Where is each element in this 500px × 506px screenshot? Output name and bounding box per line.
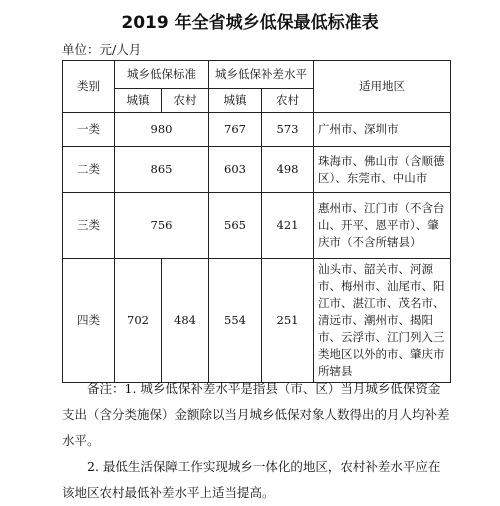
header-category: 类别	[63, 61, 115, 113]
note-1: 备注：1. 城乡低保补差水平是指县（市、区）当月城乡低保资金支出（含分类施保）金额除以当月城乡低保对象人数得出的月人均补差水平。	[62, 381, 450, 448]
standard-cell: 980	[115, 113, 209, 147]
subsidy-rural-cell: 421	[262, 193, 314, 259]
note-2: 2. 最低生活保障工作实现城乡一体化的地区，农村补差水平应在该地区农村最低补差水平上适当提高。	[62, 459, 441, 500]
area-cell: 汕头市、韶关市、河源市、梅州市、汕尾市、阳江市、湛江市、茂名市、清远市、潮州市、揭阳市、云浮市、江门列入三类地区以外的市、肇庆市所辖县	[314, 259, 451, 383]
page-title: 2019 年全省城乡低保最低标准表	[121, 13, 379, 33]
category-cell: 二类	[63, 147, 115, 193]
standard-cell: 865	[115, 147, 209, 193]
category-cell: 一类	[63, 113, 115, 147]
subsidy-urban-cell: 565	[209, 193, 262, 259]
table-row	[63, 193, 451, 259]
standards-table	[62, 60, 451, 383]
header-standard-rural: 农村	[162, 89, 209, 113]
header-standard: 城乡低保标准	[115, 61, 209, 89]
standard-cell: 756	[115, 193, 209, 259]
standard-urban-cell: 702	[115, 259, 162, 383]
table-row	[63, 113, 451, 147]
area-cell: 惠州市、江门市（不含台山、开平、恩平市）、肇庆市（不含所辖县）	[314, 193, 451, 259]
standard-rural-cell: 484	[162, 259, 209, 383]
category-cell: 四类	[63, 259, 115, 383]
category-cell: 三类	[63, 193, 115, 259]
area-cell: 广州市、深圳市	[314, 113, 451, 147]
table-row	[63, 259, 451, 383]
area-cell: 珠海市、佛山市（含顺德区）、东莞市、中山市	[314, 147, 451, 193]
subsidy-urban-cell: 603	[209, 147, 262, 193]
subsidy-urban-cell: 767	[209, 113, 262, 147]
header-subsidy-rural: 农村	[262, 89, 314, 113]
subsidy-rural-cell: 498	[262, 147, 314, 193]
unit-label: 单位：元/人月	[62, 42, 142, 57]
subsidy-rural-cell: 251	[262, 259, 314, 383]
subsidy-urban-cell: 554	[209, 259, 262, 383]
header-subsidy-urban: 城镇	[209, 89, 262, 113]
header-standard-urban: 城镇	[115, 89, 162, 113]
table-row	[63, 147, 451, 193]
subsidy-rural-cell: 573	[262, 113, 314, 147]
notes	[62, 376, 450, 506]
header-subsidy: 城乡低保补差水平	[209, 61, 314, 89]
header-area: 适用地区	[314, 61, 451, 113]
